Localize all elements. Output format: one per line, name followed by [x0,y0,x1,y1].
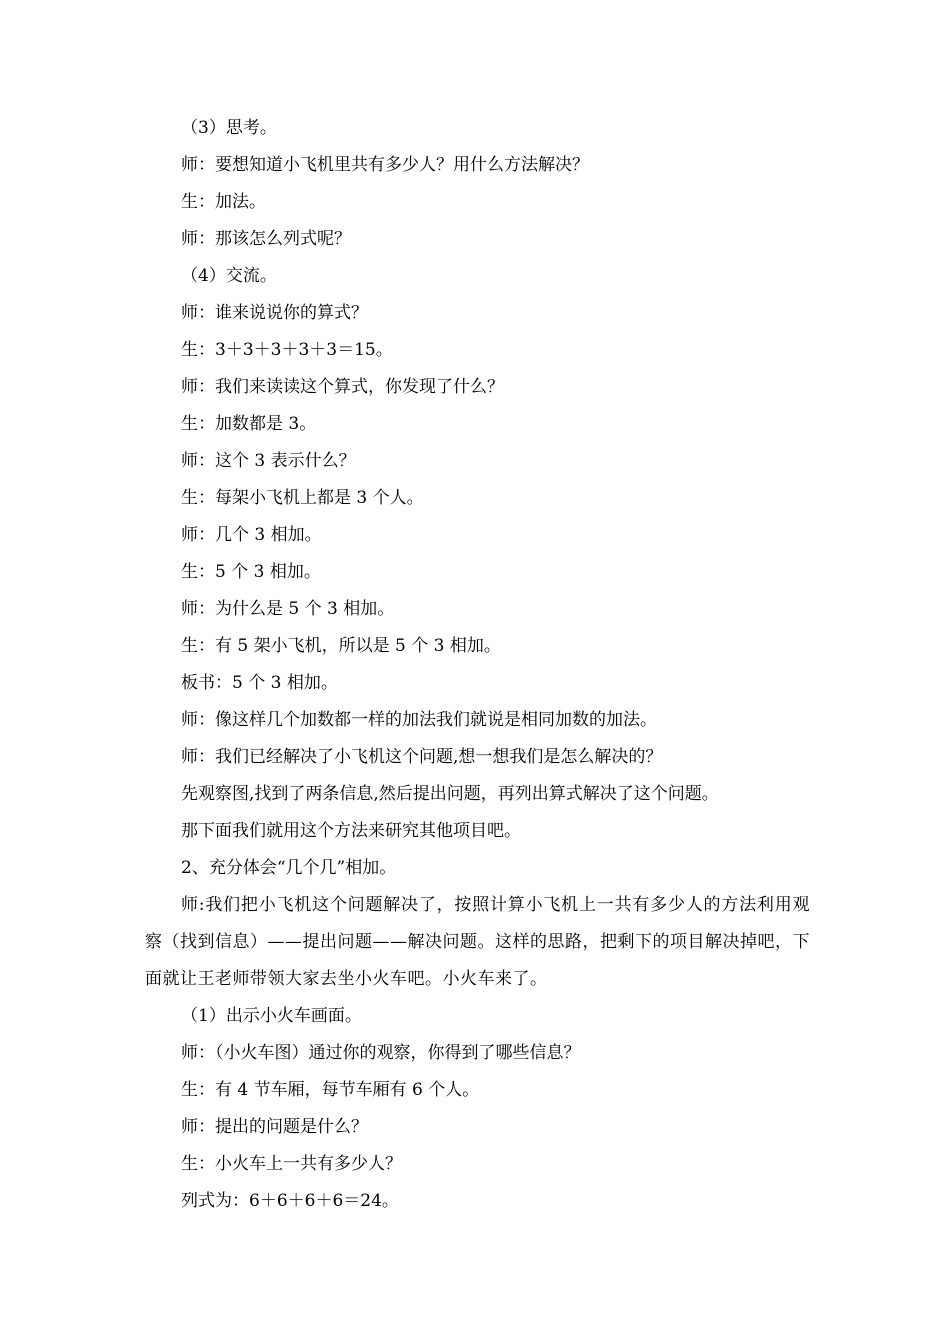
text-line: 师：这个 3 表示什么？ [181,451,356,471]
text-line: （3）思考。 [181,118,277,138]
text-line: 师：（小火车图）通过你的观察，你得到了哪些信息？ [181,1043,581,1063]
text-line: 师：为什么是 5 个 3 相加。 [181,599,395,619]
text-line: 生：每架小飞机上都是 3 个人。 [181,488,424,508]
text-line: 生：有 5 架小飞机，所以是 5 个 3 相加。 [181,636,501,656]
text-line: 板书：5 个 3 相加。 [181,673,338,693]
document-body [145,110,810,1220]
text-line: 生：小火车上一共有多少人？ [181,1154,402,1174]
text-line: 师：几个 3 相加。 [181,525,322,545]
text-line: 师：我们已经解决了小飞机这个问题,想一想我们是怎么解决的？ [181,747,663,767]
text-line: 师：像这样几个加数都一样的加法我们就说是相同加数的加法。 [181,710,657,730]
text-line: 师：谁来说说你的算式？ [181,303,368,323]
text-line: 师：要想知道小飞机里共有多少人？用什么方法解决？ [181,155,589,175]
text-line: （1）出示小火车画面。 [181,1006,362,1026]
text-line: 师：提出的问题是什么？ [181,1117,368,1137]
text-line: 师：我们来读读这个算式，你发现了什么？ [181,377,504,397]
text-line: 生：加数都是 3。 [181,414,317,434]
text-line: 那下面我们就用这个方法来研究其他项目吧。 [181,821,521,841]
text-line: 师：那该怎么列式呢？ [181,229,351,249]
text-line: 生：加法。 [181,192,266,212]
text-line: 生：3＋3＋3＋3＋3＝15。 [181,340,393,360]
text-line: 生：5 个 3 相加。 [181,562,321,582]
section-heading: 2、充分体会“几个几”相加。 [181,858,397,878]
text-line: 先观察图,找到了两条信息,然后提出问题，再列出算式解决了这个问题。 [181,784,719,804]
body-paragraph: 师:我们把小飞机这个问题解决了，按照计算小飞机上一共有多少人的方法利用观察（找到信息）——提出问题——解决问题。这样的思路，把剩下的项目解决掉吧，下面就让王老师带领大家去坐小火车吧。小火车来了。 [145,895,810,989]
text-line: 列式为：6＋6＋6＋6＝24。 [181,1191,399,1211]
text-line: （4）交流。 [181,266,277,286]
text-line: 生：有 4 节车厢，每节车厢有 6 个人。 [181,1080,480,1100]
